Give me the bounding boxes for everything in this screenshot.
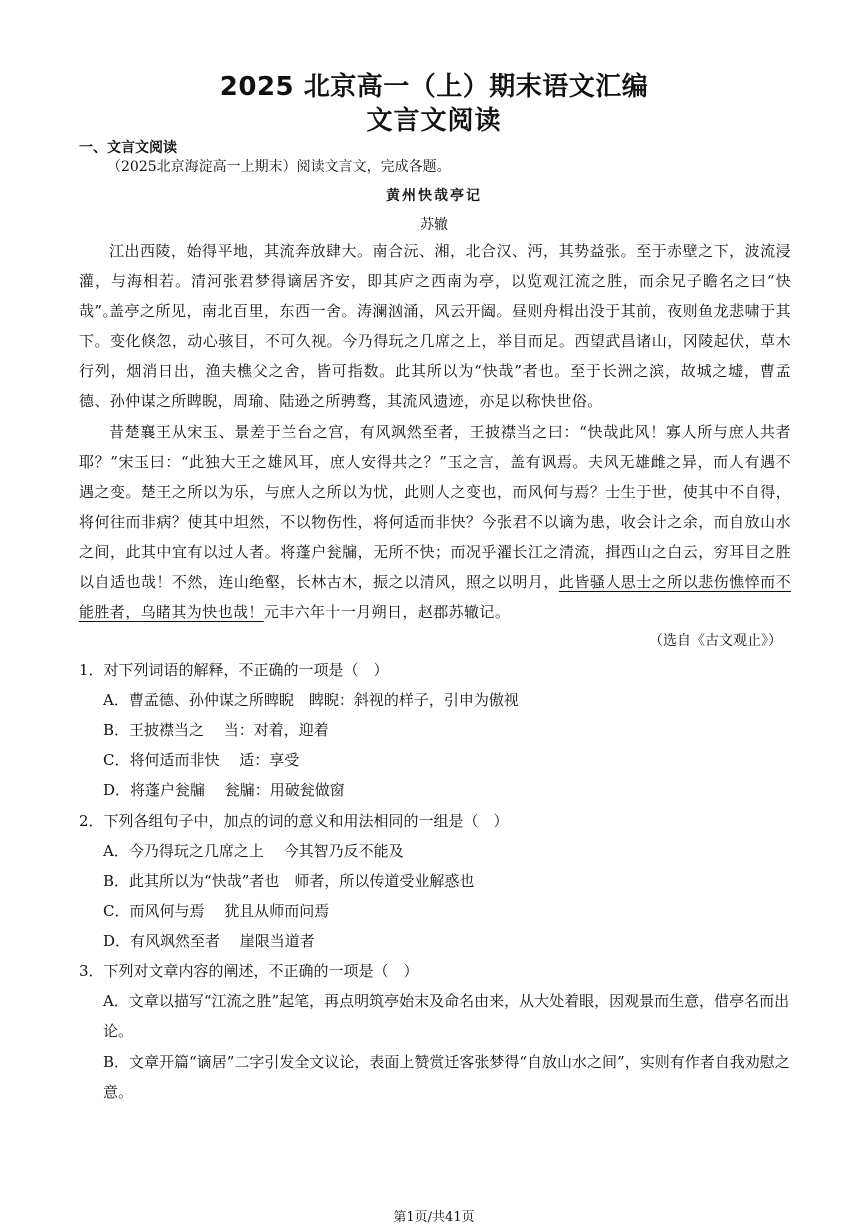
underlined-sentence: 此皆骚人思士之所以悲伤憔悴而不能胜者，乌睹其为快也哉！ bbox=[79, 573, 791, 621]
passage-paragraph-1: 江出西陵，始得平地，其流奔放肆大。南合沅、湘，北合汉、沔，其势益张。至于赤壁之下，波流浸灌，与海相若。清河张君梦得谪居齐安，即其庐之西南为亭，以览观江流之胜，而余兄子瞻名之曰“快哉”。 bbox=[79, 242, 791, 320]
question-2-option-b: B．此其所以为“快哉”者也 师者，所以传道受业解惑也 bbox=[103, 872, 475, 890]
source-instruction: （2025北京海淀高一上期末）阅读文言文，完成各题。 bbox=[107, 159, 451, 175]
essay-title: 黄州快哉亭记 bbox=[386, 188, 482, 204]
passage-text: 昔楚襄王从宋玉、景差于兰台之宫，有风飒然至者，王披襟当之曰：“快哉此风！寡人所与庶人共者耶？”宋玉曰：“此独大王之雄风耳，庶人安得共之？”玉之言，盖有讽焉。夫风无雄雌之异，而人有遇不遇之变。楚王之所以为乐，与庶人之所以为忧，此则人之变也，而风何与焉？士生于世，使其中不自得，将何往而非病？使其中坦然，不以物伤性，将何适而非快？今张君不以谪为患，收会计之余，而自放山水之间，此其中宜有以过人者。将蓬户瓮牖，无所不快；而况乎濯长江之清流，揖西山之白云，穷耳目之胜以自适也哉！不然，连山绝壑，长林古木，振之以清风，照之以明月， bbox=[79, 423, 791, 591]
question-1-option-a: A．曹孟德、孙仲谋之所睥睨 睥睨：斜视的样子，引申为傲视 bbox=[103, 691, 519, 709]
question-3-option-b: B．文章开篇“谪居”二字引发全文议论，表面上赞赏迁客张梦得“自放山水之间”，实则有作者自我劝慰之意。 bbox=[103, 1053, 790, 1101]
passage-paragraph-3 bbox=[79, 417, 791, 627]
section-heading: 一、文言文阅读 bbox=[79, 140, 177, 156]
source-credit: （选自《古文观止》） bbox=[649, 633, 782, 649]
page-number: 第1页/共41页 bbox=[393, 1210, 475, 1225]
essay-author: 苏辙 bbox=[420, 217, 448, 233]
question-1-option-c: C．将何适而非快 适：享受 bbox=[103, 751, 300, 769]
question-2-option-d: D．有风飒然至者 崖限当道者 bbox=[103, 932, 315, 950]
page-title: 2025 北京高一（上）期末语文汇编 bbox=[219, 72, 649, 102]
question-3-option-a: A．文章以描写“江流之胜”起笔，再点明筑亭始末及命名由来，从大处着眼，因观景而生意，借亭名而出论。 bbox=[103, 992, 790, 1040]
question-2-stem: 2．下列各组句子中，加点的词的意义和用法相同的一组是（ ） bbox=[79, 812, 509, 830]
question-1-option-b: B．王披襟当之 当：对着，迎着 bbox=[103, 721, 329, 739]
passage-paragraph-2: 盖亭之所见，南北百里，东西一舍。涛澜汹涌，风云开阖。昼则舟楫出没于其前，夜则鱼龙悲啸于其下。变化倏忽，动心骇目，不可久视。今乃得玩之几席之上，举目而足。西望武昌诸山，冈陵起伏，草木行列，烟消日出，渔夫樵父之舍，皆可指数。此其所以为“快哉”者也。至于长洲之滨，故城之墟，曹孟德、孙仲谋之所睥睨，周瑜、陆逊之所骋骛，其流风遗迹，亦足以称快世俗。 bbox=[79, 302, 791, 410]
passage-signature: 元丰六年十一月朔日，赵郡苏辙记。 bbox=[263, 603, 511, 621]
question-2-option-c: C．而风何与焉 犹且从师而问焉 bbox=[103, 902, 330, 920]
question-3-stem: 3．下列对文章内容的阐述，不正确的一项是（ ） bbox=[79, 962, 419, 980]
question-1-option-d: D．将蓬户瓮牖 瓮牖：用破瓮做窗 bbox=[103, 781, 345, 799]
question-1-stem: 1．对下列词语的解释，不正确的一项是（ ） bbox=[79, 661, 389, 679]
question-2-option-a: A．今乃得玩之几席之上 今其智乃反不能及 bbox=[103, 842, 404, 860]
page-subtitle: 文言文阅读 bbox=[366, 106, 502, 136]
